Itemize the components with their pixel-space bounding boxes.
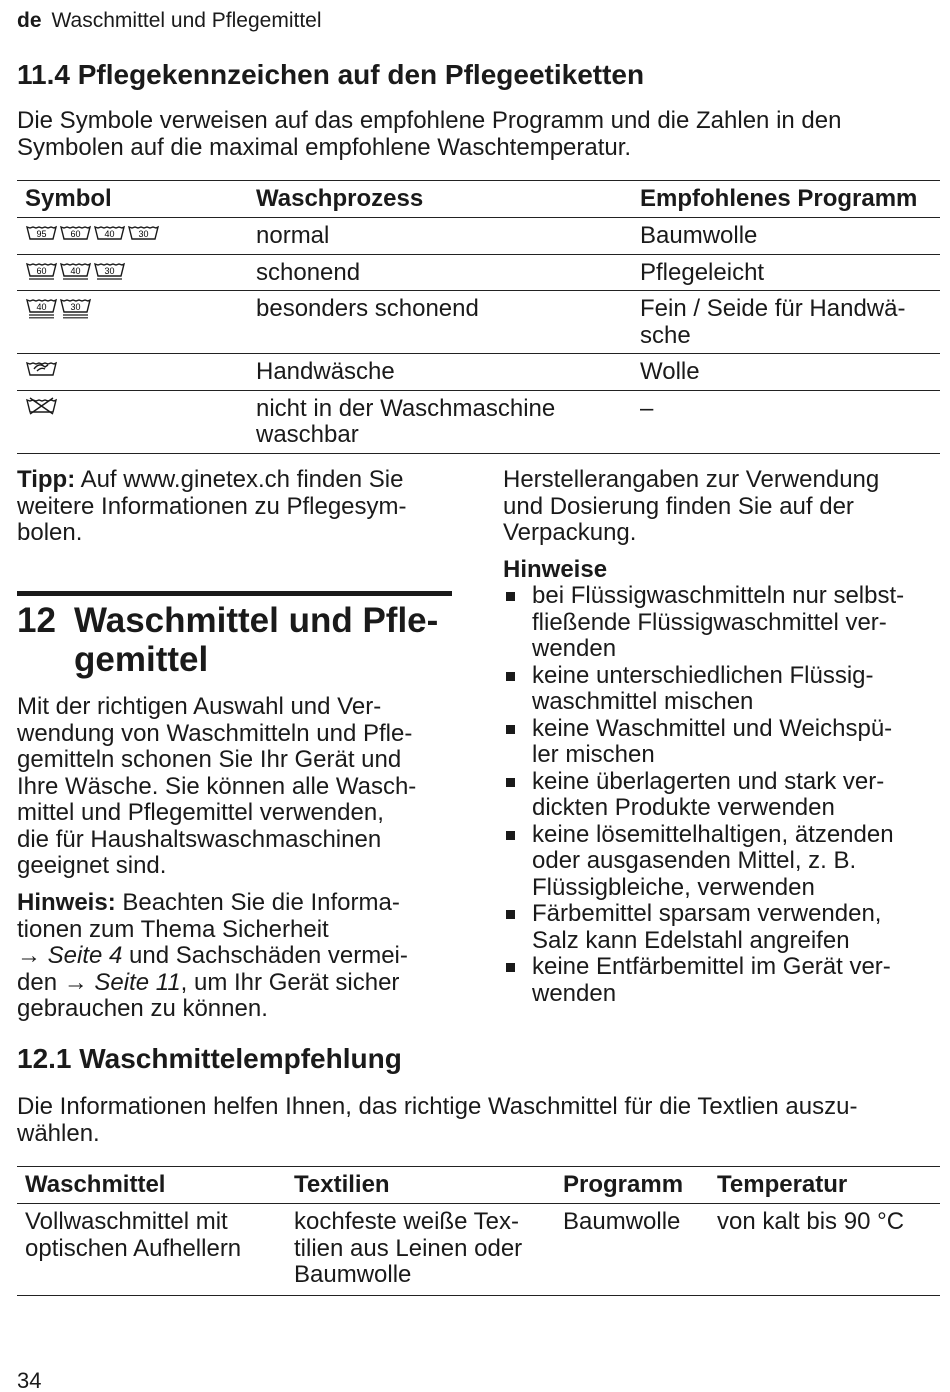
wash-temperature-icon bbox=[25, 261, 58, 283]
hints-list bbox=[503, 583, 943, 1007]
table-row bbox=[17, 354, 940, 391]
intro-line: Die Symbole verweisen auf das empfohlene Programm und die Zahlen in den bbox=[17, 107, 842, 134]
wash-temperature-icon bbox=[93, 224, 126, 246]
section-11-4-intro bbox=[17, 108, 841, 161]
process-cell: schonend bbox=[256, 258, 361, 286]
program-cell: Baumwolle bbox=[640, 222, 758, 249]
process-cell: normal bbox=[256, 222, 330, 249]
symbol-cell bbox=[17, 254, 248, 291]
wash-temperature-label: 40 bbox=[36, 302, 47, 312]
bullet-square-icon bbox=[506, 672, 515, 681]
wash-temperature-label: 60 bbox=[70, 229, 81, 239]
process-cell: Handwäsche bbox=[256, 358, 395, 385]
wash-temperature-icon bbox=[59, 224, 92, 246]
chapter-title-line: Waschmittel und Pfle- bbox=[74, 601, 439, 640]
wash-temperature-icon bbox=[127, 224, 160, 246]
link-seite-4[interactable]: → Seite 4 bbox=[17, 942, 123, 969]
language-code: de bbox=[17, 9, 42, 32]
table-header-row bbox=[17, 1167, 940, 1204]
wash-temperature-icon bbox=[93, 261, 126, 283]
intro-line: Symbolen auf die maximal empfohlene Waschtemperatur. bbox=[17, 133, 632, 161]
table-cell: kochfeste weiße Tex- tilien aus Leinen oder Baumwolle bbox=[294, 1208, 523, 1288]
program-cell: Pflegeleicht bbox=[640, 258, 765, 286]
wash-temperature-icon bbox=[25, 297, 58, 319]
wash-temperature-label: 40 bbox=[104, 229, 115, 239]
list-item: keine Entfärbemittel im Gerät ver- wenden bbox=[503, 954, 943, 1007]
table-header-row bbox=[17, 181, 940, 218]
list-item: keine überlagerten und stark ver- dickten Produkte verwenden bbox=[503, 769, 943, 822]
wash-temperature-icon bbox=[25, 224, 58, 246]
col-header-process: Waschprozess bbox=[256, 185, 424, 212]
wash-temperature-label: 60 bbox=[36, 265, 47, 276]
table-row bbox=[17, 291, 940, 354]
process-cell: nicht in der Waschmaschine waschbar bbox=[256, 394, 556, 448]
manufacturer-info: Herstellerangaben zur Verwendung und Dosierung finden Sie auf der Verpackung. bbox=[503, 466, 880, 546]
bullet-square-icon bbox=[506, 725, 515, 734]
bullet-square-icon bbox=[506, 778, 515, 787]
section-rule bbox=[17, 591, 452, 596]
tip-label: Tipp: bbox=[17, 466, 76, 493]
table-row bbox=[17, 218, 940, 255]
do-not-wash-icon bbox=[25, 397, 58, 419]
section-12-body: Mit der richtigen Auswahl und Ver- wendung von Waschmitteln und Pfle- gemitteln schonen Sie Ihr Gerät und Ihre Wäsche. Sie können alle Wasch- mittel und Pflegemittel verwenden, die für Haushaltswaschmaschinen geeignet sind. bbox=[17, 693, 417, 879]
bullet-square-icon bbox=[506, 910, 515, 919]
program-cell: Fein / Seide für Handwä- sche bbox=[640, 295, 906, 349]
table-row bbox=[17, 254, 940, 291]
wash-temperature-icon bbox=[59, 261, 92, 283]
chapter-title: Waschmittel und Pflegemittel bbox=[51, 9, 322, 32]
chapter-title-line: gemittel bbox=[74, 640, 209, 679]
list-item: keine lösemittelhaltigen, ätzenden oder ausgasenden Mittel, z. B. Flüssigbleiche, verwenden bbox=[503, 822, 943, 902]
col-header-detergent: Waschmittel bbox=[25, 1171, 166, 1198]
table-cell: von kalt bis 90 °C bbox=[717, 1208, 905, 1235]
table-cell: Vollwaschmittel mit optischen Aufhellern bbox=[25, 1208, 242, 1262]
care-symbols-table bbox=[17, 180, 940, 454]
program-cell: Wolle bbox=[640, 358, 700, 385]
symbol-cell bbox=[17, 291, 248, 354]
wash-temperature-label: 30 bbox=[70, 302, 81, 312]
table-cell: Baumwolle bbox=[563, 1208, 681, 1235]
link-seite-11[interactable]: → Seite 11 bbox=[63, 968, 181, 996]
chapter-number: 12 bbox=[17, 601, 56, 640]
process-cell: besonders schonend bbox=[256, 295, 479, 322]
wash-temperature-label: 95 bbox=[36, 229, 47, 239]
bullet-square-icon bbox=[506, 592, 515, 601]
col-header-program: Programm bbox=[563, 1171, 684, 1198]
wash-temperature-icon bbox=[59, 297, 92, 319]
section-heading-12-1: 12.1 Waschmittelempfehlung bbox=[17, 1043, 402, 1074]
symbol-cell bbox=[17, 354, 248, 391]
program-cell: – bbox=[640, 394, 654, 422]
wash-temperature-label: 30 bbox=[104, 265, 115, 276]
section-12-1-intro: Die Informationen helfen Ihnen, das richtige Waschmittel für die Textlien auszu- wählen. bbox=[17, 1093, 858, 1147]
chapter-heading-12 bbox=[17, 601, 438, 679]
hand-wash-icon bbox=[25, 360, 58, 382]
page-number: 34 bbox=[17, 1368, 42, 1392]
col-header-program: Empfohlenes Programm bbox=[640, 185, 918, 212]
detergent-table bbox=[17, 1166, 940, 1296]
wash-temperature-label: 40 bbox=[70, 265, 81, 276]
wash-temperature-label: 30 bbox=[138, 229, 149, 239]
safety-note: Hinweis: Beachten Sie die Informa- tionen zum Thema Sicherheit → Seite 4 und Sachschäden vermei- den → Seite 11, um Ihr Gerät sicher gebrauchen zu können. bbox=[17, 889, 408, 1022]
hints-heading: Hinweise bbox=[503, 556, 608, 583]
list-item: Färbemittel sparsam verwenden, Salz kann Edelstahl angreifen bbox=[503, 901, 943, 954]
list-item: keine unterschiedlichen Flüssig- waschmittel mischen bbox=[503, 663, 943, 716]
section-heading-11-4: 11.4 Pflegekennzeichen auf den Pflegeetiketten bbox=[17, 59, 645, 90]
col-header-symbol: Symbol bbox=[25, 185, 112, 212]
col-header-textiles: Textilien bbox=[294, 1171, 390, 1198]
tip-paragraph: Tipp: Auf www.ginetex.ch finden Sie weitere Informationen zu Pflegesym- bolen. bbox=[17, 466, 407, 546]
symbol-cell bbox=[17, 218, 248, 255]
symbol-cell bbox=[17, 390, 248, 453]
list-item: bei Flüssigwaschmitteln nur selbst- fließende Flüssigwaschmittel ver- wenden bbox=[503, 583, 943, 663]
note-label: Hinweis: bbox=[17, 889, 116, 916]
col-header-temperature: Temperatur bbox=[717, 1171, 848, 1198]
bullet-square-icon bbox=[506, 831, 515, 840]
table-row bbox=[17, 1204, 940, 1296]
list-item: keine Waschmittel und Weichspü- ler mischen bbox=[503, 716, 943, 769]
table-row bbox=[17, 390, 940, 453]
running-header bbox=[17, 9, 322, 33]
bullet-square-icon bbox=[506, 963, 515, 972]
